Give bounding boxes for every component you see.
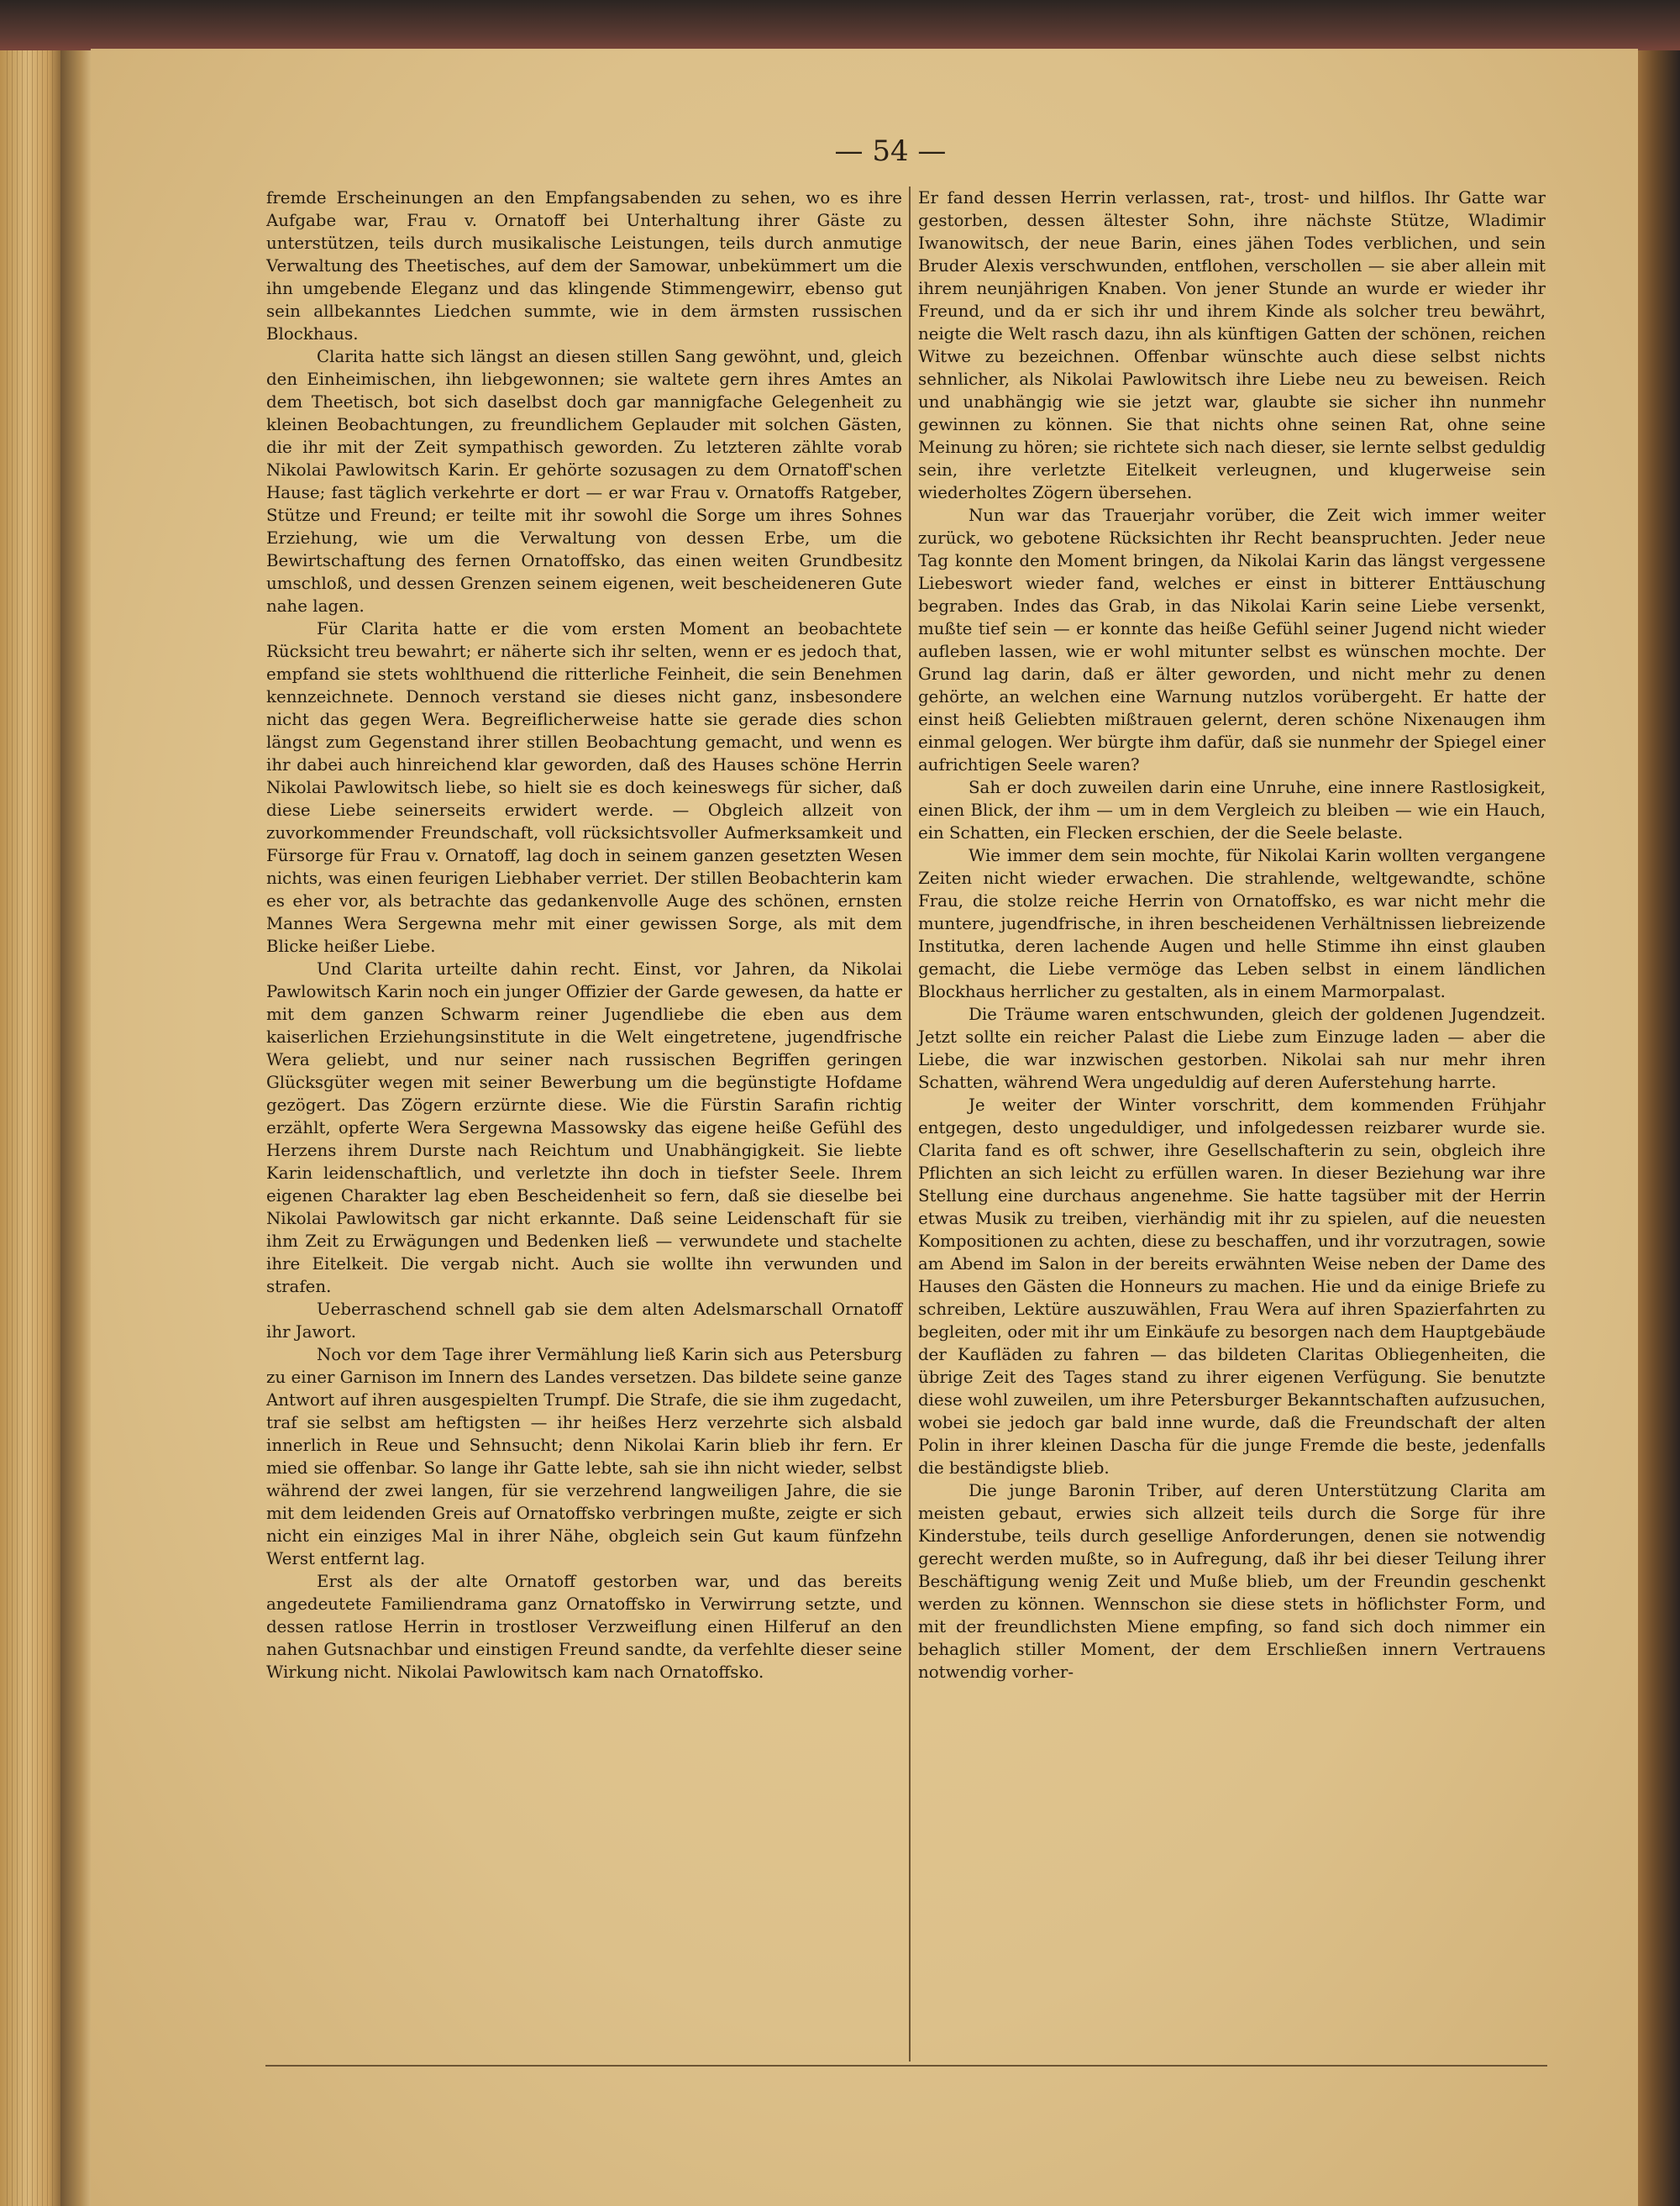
paragraph: Clarita hatte sich längst an diesen stillen Sang gewöhnt, und, gleich den Einheimischen, ihn liebgewonnen; sie waltete gern ihres Amtes an dem Theetisch, bot sich daselbst doch gar mannigfache Gelegenheit zu kleinen Beobachtungen, zu freundlichem Geplauder mit solchen Gästen, die ihr mit der Zeit sympathisch geworden. Zu letzteren zählte vorab Nikolai Pawlowitsch Karin. Er gehörte sozusagen zu dem Ornatoff'schen Hause; fast täglich verkehrte er dort — er war Frau v. Ornatoffs Ratgeber, Stütze und Freund; er teilte mit ihr sowohl die Sorge um ihres Sohnes Erziehung, wie um die Verwaltung von dessen Erbe, um die Bewirtschaftung des fernen Ornatoffsko, das einen weiten Grundbesitz umschloß, und dessen Grenzen seinem eigenen, weit bescheideneren Gute nahe lagen. [266, 347, 902, 616]
paragraph: fremde Erscheinungen an den Empfangsabenden zu sehen, wo es ihre Aufgabe war, Frau v. Ornatoff bei Unterhaltung ihrer Gäste zu unterstützen, teils durch musikalische Leistungen, teils durch anmutige Verwaltung des Theetisches, auf dem der Samowar, unbekümmert um die ihn umgebende Eleganz und das klingende Stimmengewirr, ebenso gut sein allbekanntes Liedchen summte, wie in dem ärmsten russischen Blockhaus. [266, 188, 902, 344]
paragraph: Je weiter der Winter vorschritt, dem kommenden Frühjahr entgegen, desto ungeduldiger, und infolgedessen reizbarer wurde sie. Clarita fand es oft schwer, ihre Gesellschafterin zu sein, obgleich ihre Pflichten an sich leicht zu erfüllen waren. In dieser Beziehung war ihre Stellung eine durchaus angenehme. Sie hatte tagsüber mit der Herrin etwas Musik zu treiben, vierhändig mit ihr zu spielen, auf die neuesten Kompositionen zu achten, diese zu beschaffen, und ihr vorzutragen, sowie am Abend im Salon in der bereits erwähnten Weise neben der Dame des Hauses den Gästen die Honneurs zu machen. Hie und da einige Briefe zu schreiben, Lektüre auszuwählen, Frau Wera auf ihren Spazierfahrten zu begleiten, oder mit ihr um Einkäufe zu besorgen nach dem Hauptgebäude der Kaufläden zu fahren — das bildeten Claritas Obliegenheiten, die übrige Zeit des Tages stand zu ihrer eigenen Verfügung. Sie benutzte diese wohl zuweilen, um ihre Petersburger Bekanntschaften aufzusuchen, wobei sie jedoch gar bald inne wurde, daß die Freundschaft der alten Polin in ihrer kleinen Dascha für die junge Fremde die beste, jedenfalls die beständigste blieb. [918, 1095, 1546, 1478]
paragraph: Und Clarita urteilte dahin recht. Einst, vor Jahren, da Nikolai Pawlowitsch Karin noch ein junger Offizier der Garde gewesen, da hatte er mit dem ganzen Schwarm reiner Jugendliebe die eben aus dem kaiserlichen Erziehungsinstitute in die Welt eingetretene, jugendfrische Wera geliebt, und nur seiner nach russischen Begriffen geringen Glücksgüter wegen mit seiner Bewerbung um die begünstigte Hofdame gezögert. Das Zögern erzürnte diese. Wie die Fürstin Sarafin richtig erzählt, opferte Wera Sergewna Massowsky das eigene heiße Gefühl des Herzens ihrem Durste nach Reichtum und Unabhängigkeit. Sie liebte Karin leidenschaftlich, und verletzte ihn doch in tiefster Seele. Ihrem eigenen Charakter lag eben Bescheidenheit so fern, daß sie dieselbe bei Nikolai Pawlowitsch gar nicht erkannte. Daß seine Leidenschaft für sie ihm Zeit zu Erwägungen und Bedenken ließ — verwundete und stachelte ihre Eitelkeit. Die vergab nicht. Auch sie wollte ihn verwunden und strafen. [266, 959, 902, 1296]
paragraph: Ueberraschend schnell gab sie dem alten Adelsmarschall Ornatoff ihr Jawort. [266, 1300, 902, 1342]
paragraph: Er fand dessen Herrin verlassen, rat-, trost- und hilflos. Ihr Gatte war gestorben, dessen ältester Sohn, ihre nächste Stütze, Wladimir Iwanowitsch, der neue Barin, eines jähen Todes verblichen, und sein Bruder Alexis verschwunden, entflohen, verschollen — sie aber allein mit ihrem neunjährigen Knaben. Von jener Stunde an wurde er wieder ihr Freund, und da er sich ihr und ihrem Kinde als solcher treu bewährt, neigte die Welt rasch dazu, ihn als künftigen Gatten der schönen, reichen Witwe zu bezeichnen. Offenbar wünschte auch diese selbst nichts sehnlicher, als Nikolai Pawlowitsch ihre Liebe neu zu beweisen. Reich und unabhängig wie sie jetzt war, glaubte sie sicher ihn nunmehr gewinnen zu können. Sie that nichts ohne seinen Rat, ohne seine Meinung zu hören; sie richtete sich nach dieser, sie lernte selbst geduldig sein, ihre verletzte Eitelkeit verleugnen, und klugerweise sein wiederholtes Zögern übersehen. [918, 188, 1546, 502]
paragraph: Wie immer dem sein mochte, für Nikolai Karin wollten vergangene Zeiten nicht wieder erwachen. Die strahlende, weltgewandte, schöne Frau, die stolze reiche Herrin von Ornatoffsko, es war nicht mehr die muntere, jugendfrische, in ihren bescheidenen Verhältnissen liebreizende Institutka, deren lachende Augen und helle Stimme ihn einst glauben gemacht, die Liebe vermöge das Leben selbst in einem ländlichen Blockhaus herrlicher zu gestalten, als in einem Marmorpalast. [918, 846, 1546, 1001]
paragraph: Sah er doch zuweilen darin eine Unruhe, eine innere Rastlosigkeit, einen Blick, der ihm — um in dem Vergleich zu bleiben — wie ein Hauch, ein Schatten, ein Flecken erschien, der die Seele belaste. [918, 778, 1546, 843]
paragraph: Die Träume waren entschwunden, gleich der goldenen Jugendzeit. Jetzt sollte ein reicher Palast die Liebe zum Einzuge laden — aber die Liebe, die war inzwischen gestorben. Nikolai sah nur mehr ihren Schatten, während Wera ungeduldig auf deren Auferstehung harrte. [918, 1005, 1546, 1092]
left-text-column [266, 186, 902, 2060]
column-divider [909, 186, 911, 2062]
right-text-column [918, 186, 1546, 2060]
paragraph: Noch vor dem Tage ihrer Vermählung ließ Karin sich aus Petersburg zu einer Garnison im Innern des Landes versetzen. Das bildete seine ganze Antwort auf ihren ausgespielten Trumpf. Die Strafe, die sie ihm zugedacht, traf sie selbst am heftigsten — ihr heißes Herz verzehrte sich alsbald innerlich in Reue und Sehnsucht; denn Nikolai Karin blieb ihr fern. Er mied sie offenbar. So lange ihr Gatte lebte, sah sie ihn nicht wieder, selbst während der zwei langen, für sie verzehrend langweiligen Jahre, die sie mit dem leidenden Greis auf Ornatoffsko verbringen mußte, zeigte er sich nicht ein einziges Mal in ihrer Nähe, obgleich sein Gut kaum fünfzehn Werst entfernt lag. [266, 1345, 902, 1568]
paragraph: Die junge Baronin Triber, auf deren Unterstützung Clarita am meisten gebaut, erwies sich allzeit teils durch die Sorge für ihre Kinderstube, teils durch gesellige Anforderungen, denen sie notwendig gerecht werden mußte, so in Aufregung, daß ihr bei dieser Teilung ihrer Beschäftigung wenig Zeit und Muße blieb, um der Freundin geschenkt werden zu können. Wennschon sie diese stets in höflichster Form, und mit der freundlichsten Miene empfing, so fand sich doch nimmer ein behaglich stiller Moment, der dem Erschließen innern Vertrauens notwendig vorher- [918, 1481, 1546, 1682]
paragraph: Nun war das Trauerjahr vorüber, die Zeit wich immer weiter zurück, wo gebotene Rücksichten ihr Recht beanspruchten. Jeder neue Tag konnte den Moment bringen, da Nikolai Karin das längst vergessene Liebeswort wieder fand, welches er einst in bitterer Enttäuschung begraben. Indes das Grab, in das Nikolai Karin seine Liebe versenkt, mußte tief sein — er konnte das heiße Gefühl seiner Jugend nicht wieder aufleben lassen, wie er wohl mitunter selbst es wünschen mochte. Der Grund lag darin, daß er älter geworden, und nicht mehr zu denen gehörte, an welchen eine Warnung nutzlos vorübergeht. Er hatte der einst heiß Geliebten mißtrauen gelernt, deren schöne Nixenaugen ihm einmal gelogen. Wer bürgte ihm dafür, daß sie nunmehr der Spiegel einer aufrichtigen Seele waren? [918, 506, 1546, 775]
page-number: — 54 — [834, 134, 947, 168]
left-page-stack [7, 50, 57, 2206]
paragraph: Erst als der alte Ornatoff gestorben war, und das bereits angedeutete Familiendrama ganz Ornatoffsko in Verwirrung setzte, und dessen ratlose Herrin in trostloser Verzweiflung einen Hilferuf an den nahen Gutsnachbar und einstigen Freund sandte, da verfehlte dieser seine Wirkung nicht. Nikolai Pawlowitsch kam nach Ornatoffsko. [266, 1572, 902, 1682]
paragraph: Für Clarita hatte er die vom ersten Moment an beobachtete Rücksicht treu bewahrt; er näherte sich ihr selten, wenn er es jedoch that, empfand sie stets wohlthuend die ritterliche Feinheit, die sein Benehmen kennzeichnete. Dennoch verstand sie dieses nicht ganz, insbesondere nicht das gegen Wera. Begreiflicherweise hatte sie gerade dies schon längst zum Gegenstand ihrer stillen Beobachtung gemacht, und wenn es ihr dabei auch hinreichend klar geworden, daß des Hauses schöne Herrin Nikolai Pawlowitsch liebe, so hielt sie es doch keineswegs für sicher, daß diese Liebe seinerseits erwidert werde. — Obgleich allzeit von zuvorkommender Freundschaft, voll rücksichtsvoller Aufmerksamkeit und Fürsorge für Frau v. Ornatoff, lag doch in seinem ganzen gesetzten Wesen nichts, was einen feurigen Liebhaber verriet. Der stillen Beobachterin kam es eher vor, als betrachte das gedankenvolle Auge des schönen, ernsten Mannes Wera Sergewna mehr mit einer gewissen Sorge, als mit dem Blicke heißer Liebe. [266, 619, 902, 956]
book-gutter [60, 50, 94, 2206]
bottom-rule [265, 2065, 1547, 2067]
right-page-edge [1638, 50, 1680, 2206]
